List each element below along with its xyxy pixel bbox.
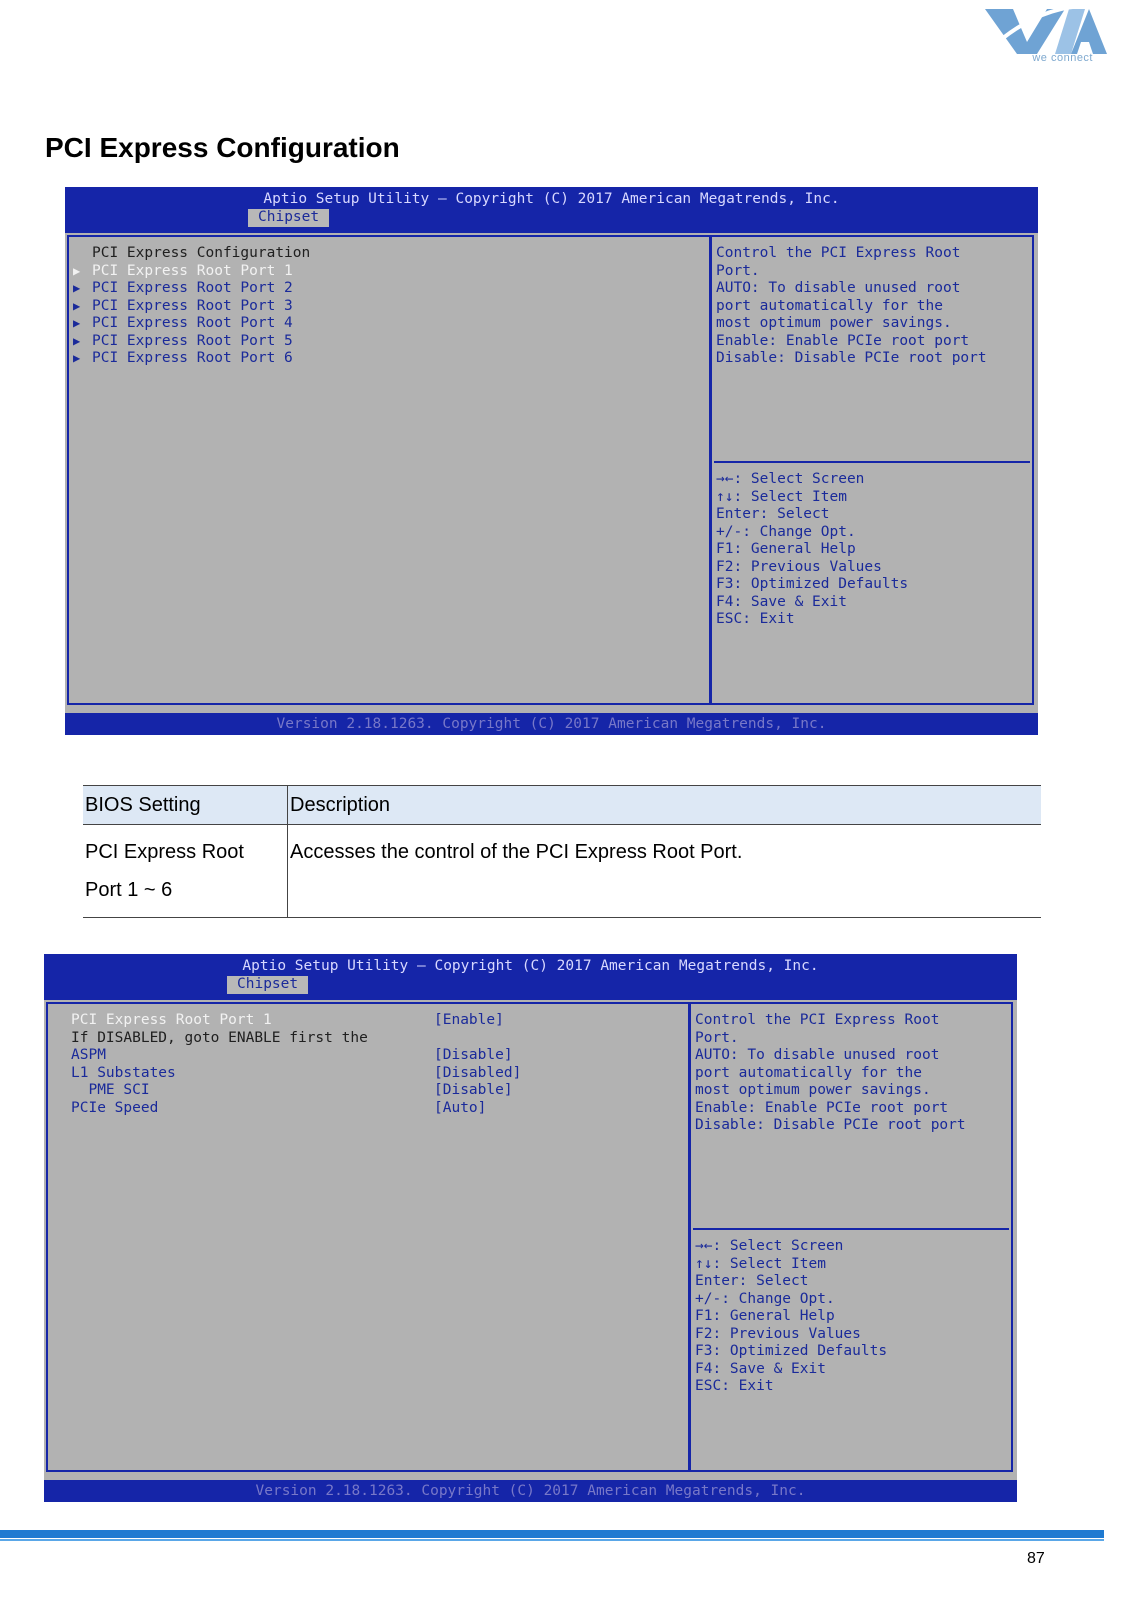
key-hint-line: F1: General Help [695,1308,835,1324]
key-hint-line: ↑↓: Select Item [695,1256,826,1272]
bios-footer: Version 2.18.1263. Copyright (C) 2017 American Megatrends, Inc. [44,1480,1017,1502]
help-text-line: port automatically for the [695,1065,922,1081]
key-hint-line: ESC: Exit [695,1378,774,1394]
submenu-arrow-icon: ▶ [73,264,81,278]
option-label-aspm[interactable]: ASPM [71,1047,106,1063]
key-hint-line: F1: General Help [716,541,856,557]
option-note: If DISABLED, goto ENABLE first the [71,1030,368,1046]
key-hint-line: +/-: Change Opt. [695,1291,835,1307]
key-hint-line: F2: Previous Values [716,559,882,575]
option-value-root-port-1[interactable]: [Enable] [434,1012,504,1028]
help-separator [693,1228,1009,1230]
help-text-line: Control the PCI Express Root [695,1012,940,1028]
bios-help-panel [710,235,1034,705]
column-header-setting: BIOS Setting [83,786,288,825]
bios-header-title: Aptio Setup Utility – Copyright (C) 2017 American Megatrends, Inc. [242,958,819,974]
column-header-description: Description [288,786,1042,825]
option-label-pcie-speed[interactable]: PCIe Speed [71,1100,159,1116]
key-hint-line: F3: Optimized Defaults [716,576,909,592]
page-number: 87 [1027,1550,1045,1567]
help-text-line: Disable: Disable PCIe root port [695,1117,966,1133]
help-text-line: Port. [716,263,760,279]
bios-header-title: Aptio Setup Utility – Copyright (C) 2017 American Megatrends, Inc. [263,191,840,207]
submenu-arrow-icon: ▶ [73,334,81,348]
bios-help-panel [689,1002,1013,1472]
option-label-l1-substates[interactable]: L1 Substates [71,1065,176,1081]
help-text-line: AUTO: To disable unused root [716,280,961,296]
key-hint-line: +/-: Change Opt. [716,524,856,540]
key-hint-line: Enter: Select [716,506,830,522]
key-hint-line: →←: Select Screen [716,471,865,487]
key-hint-line: ↑↓: Select Item [716,489,847,505]
key-hint-line: Enter: Select [695,1273,809,1289]
menu-item-root-port-6[interactable]: PCI Express Root Port 6 [92,350,293,366]
option-value-l1-substates[interactable]: [Disabled] [434,1065,522,1081]
submenu-arrow-icon: ▶ [73,316,81,330]
help-text-line: AUTO: To disable unused root [695,1047,940,1063]
footer-rule-thin [0,1539,1104,1541]
option-value-pcie-speed[interactable]: [Auto] [434,1100,487,1116]
help-text-line: most optimum power savings. [716,315,952,331]
menu-item-root-port-1[interactable]: PCI Express Root Port 1 [92,263,293,279]
via-logo [985,4,1115,64]
submenu-arrow-icon: ▶ [73,351,81,365]
setting-name-line2: Port 1 ~ 6 [85,879,173,901]
bios-frame [44,1000,1017,1480]
menu-heading: PCI Express Configuration [92,245,311,261]
option-value-aspm[interactable]: [Disable] [434,1047,513,1063]
bios-main-panel [67,235,711,705]
bios-header [44,954,1017,1000]
help-separator [714,461,1030,463]
help-text-line: port automatically for the [716,298,943,314]
menu-item-root-port-3[interactable]: PCI Express Root Port 3 [92,298,293,314]
menu-item-root-port-2[interactable]: PCI Express Root Port 2 [92,280,293,296]
option-label-pme-sci[interactable]: PME SCI [71,1082,150,1098]
key-hint-line: →←: Select Screen [695,1238,844,1254]
bios-header [65,187,1038,233]
settings-table [83,785,1041,918]
key-hint-line: F4: Save & Exit [716,594,847,610]
bios-screen-1 [65,187,1038,735]
via-logo-mark [985,4,1110,59]
help-text-line: Enable: Enable PCIe root port [695,1100,949,1116]
option-value-pme-sci[interactable]: [Disable] [434,1082,513,1098]
bios-main-panel [46,1002,690,1472]
table-header-row [83,786,1041,825]
tab-chipset[interactable]: Chipset [248,209,329,227]
page-title: PCI Express Configuration [45,132,400,163]
key-hint-line: ESC: Exit [716,611,795,627]
logo-tagline: we connect [1032,52,1093,64]
option-label-root-port-1[interactable]: PCI Express Root Port 1 [71,1012,272,1028]
bios-footer: Version 2.18.1263. Copyright (C) 2017 American Megatrends, Inc. [65,713,1038,735]
submenu-arrow-icon: ▶ [73,281,81,295]
description-cell: Accesses the control of the PCI Express Root Port. [288,825,1042,918]
key-hint-line: F2: Previous Values [695,1326,861,1342]
bios-frame [65,233,1038,713]
menu-item-root-port-4[interactable]: PCI Express Root Port 4 [92,315,293,331]
table-row [83,825,1041,918]
help-text-line: Enable: Enable PCIe root port [716,333,970,349]
bios-screen-2 [44,954,1017,1502]
help-text-line: Port. [695,1030,739,1046]
submenu-arrow-icon: ▶ [73,299,81,313]
help-text-line: most optimum power savings. [695,1082,931,1098]
key-hint-line: F3: Optimized Defaults [695,1343,888,1359]
help-text-line: Control the PCI Express Root [716,245,961,261]
footer-rule [0,1530,1104,1538]
setting-cell [83,825,288,918]
setting-name-line1: PCI Express Root [85,841,244,863]
menu-item-root-port-5[interactable]: PCI Express Root Port 5 [92,333,293,349]
help-text-line: Disable: Disable PCIe root port [716,350,987,366]
key-hint-line: F4: Save & Exit [695,1361,826,1377]
tab-chipset[interactable]: Chipset [227,976,308,994]
